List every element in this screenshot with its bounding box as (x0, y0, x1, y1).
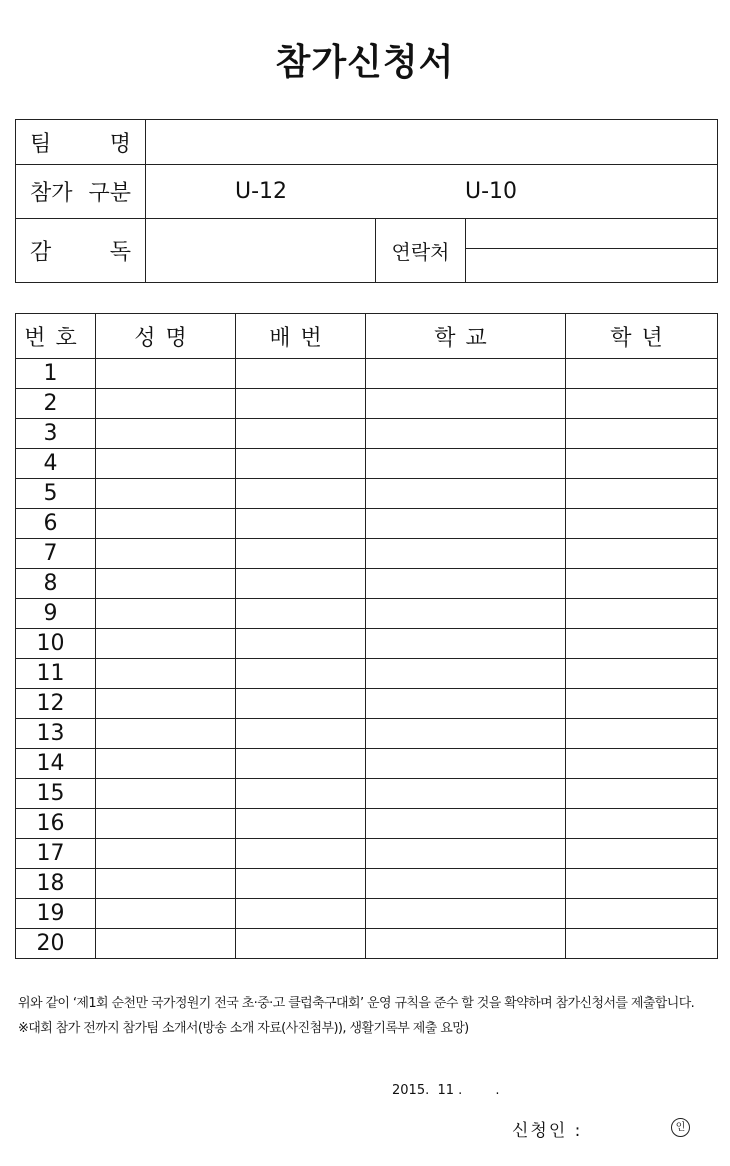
roster-row (16, 629, 718, 659)
roster-row (16, 749, 718, 779)
coach-label: 감 독 (16, 219, 146, 283)
player-name-cell[interactable] (96, 359, 236, 389)
jersey-number-cell[interactable] (236, 569, 366, 599)
row-number: 12 (16, 689, 96, 719)
roster-row (16, 809, 718, 839)
header-grade: 학년 (566, 314, 718, 359)
player-name-cell[interactable] (96, 659, 236, 689)
school-cell[interactable] (366, 569, 566, 599)
division-option-u12[interactable]: U-12 (234, 179, 288, 204)
pledge-note: 위와 같이 ‘제1회 순천만 국가정원기 전국 초·중·고 클럽축구대회’ 운영 규칙을 준수 할 것을 확약하며 참가신청서를 제출합니다. (18, 996, 695, 1011)
roster-header-row (16, 314, 718, 359)
school-cell[interactable] (366, 689, 566, 719)
school-cell[interactable] (366, 539, 566, 569)
grade-cell[interactable] (566, 899, 718, 929)
player-name-cell[interactable] (96, 419, 236, 449)
school-cell[interactable] (366, 479, 566, 509)
player-name-cell[interactable] (96, 929, 236, 959)
jersey-number-cell[interactable] (236, 359, 366, 389)
grade-cell[interactable] (566, 359, 718, 389)
grade-cell[interactable] (566, 539, 718, 569)
contact-field-1[interactable] (466, 219, 718, 249)
jersey-number-cell[interactable] (236, 839, 366, 869)
grade-cell[interactable] (566, 839, 718, 869)
row-number: 1 (16, 359, 96, 389)
player-name-cell[interactable] (96, 599, 236, 629)
header-school: 학교 (366, 314, 566, 359)
jersey-number-cell[interactable] (236, 659, 366, 689)
grade-cell[interactable] (566, 419, 718, 449)
grade-cell[interactable] (566, 509, 718, 539)
jersey-number-cell[interactable] (236, 809, 366, 839)
coach-name-field[interactable] (146, 219, 376, 283)
player-name-cell[interactable] (96, 539, 236, 569)
school-cell[interactable] (366, 839, 566, 869)
row-number: 14 (16, 749, 96, 779)
roster-row (16, 929, 718, 959)
player-roster-table (15, 313, 718, 959)
player-name-cell[interactable] (96, 569, 236, 599)
row-number: 10 (16, 629, 96, 659)
grade-cell[interactable] (566, 479, 718, 509)
player-name-cell[interactable] (96, 509, 236, 539)
player-name-cell[interactable] (96, 449, 236, 479)
player-name-cell[interactable] (96, 749, 236, 779)
player-name-cell[interactable] (96, 779, 236, 809)
roster-row (16, 599, 718, 629)
player-name-cell[interactable] (96, 689, 236, 719)
grade-cell[interactable] (566, 629, 718, 659)
contact-label: 연락처 (376, 219, 466, 283)
applicant-label: 신청인 : (512, 1121, 583, 1141)
application-date: 2015. 11 . . (392, 1083, 500, 1098)
school-cell[interactable] (366, 899, 566, 929)
jersey-number-cell[interactable] (236, 449, 366, 479)
grade-cell[interactable] (566, 929, 718, 959)
row-number: 2 (16, 389, 96, 419)
row-number: 9 (16, 599, 96, 629)
header-number: 번호 (16, 314, 96, 359)
seal-mark: 인 (671, 1118, 690, 1137)
player-name-cell[interactable] (96, 719, 236, 749)
row-number: 11 (16, 659, 96, 689)
team-info-table (15, 119, 718, 283)
contact-field-2[interactable] (466, 249, 718, 283)
roster-row (16, 899, 718, 929)
jersey-number-cell[interactable] (236, 599, 366, 629)
jersey-number-cell[interactable] (236, 869, 366, 899)
jersey-number-cell[interactable] (236, 899, 366, 929)
school-cell[interactable] (366, 929, 566, 959)
grade-cell[interactable] (566, 659, 718, 689)
roster-row (16, 539, 718, 569)
team-name-field[interactable] (146, 120, 718, 165)
jersey-number-cell[interactable] (236, 479, 366, 509)
roster-row (16, 569, 718, 599)
roster-row (16, 869, 718, 899)
jersey-number-cell[interactable] (236, 419, 366, 449)
school-cell[interactable] (366, 659, 566, 689)
school-cell[interactable] (366, 719, 566, 749)
roster-row (16, 779, 718, 809)
division-options[interactable] (146, 165, 718, 219)
jersey-number-cell[interactable] (236, 929, 366, 959)
school-cell[interactable] (366, 449, 566, 479)
grade-cell[interactable] (566, 779, 718, 809)
player-name-cell[interactable] (96, 809, 236, 839)
grade-cell[interactable] (566, 749, 718, 779)
row-number: 20 (16, 929, 96, 959)
roster-row (16, 359, 718, 389)
row-number: 16 (16, 809, 96, 839)
grade-cell[interactable] (566, 389, 718, 419)
team-name-label: 팀 명 (16, 120, 146, 165)
player-name-cell[interactable] (96, 839, 236, 869)
school-cell[interactable] (366, 869, 566, 899)
row-number: 4 (16, 449, 96, 479)
grade-cell[interactable] (566, 719, 718, 749)
roster-row (16, 719, 718, 749)
row-number: 5 (16, 479, 96, 509)
school-cell[interactable] (366, 509, 566, 539)
roster-row (16, 509, 718, 539)
row-number: 13 (16, 719, 96, 749)
jersey-number-cell[interactable] (236, 749, 366, 779)
row-number: 3 (16, 419, 96, 449)
row-number: 7 (16, 539, 96, 569)
row-number: 17 (16, 839, 96, 869)
school-cell[interactable] (366, 419, 566, 449)
jersey-number-cell[interactable] (236, 539, 366, 569)
submission-note: ※대회 참가 전까지 참가팀 소개서(방송 소개 자료(사진첨부)), 생활기록부 제출 요망) (18, 1021, 469, 1036)
header-name: 성명 (96, 314, 236, 359)
grade-cell[interactable] (566, 569, 718, 599)
grade-cell[interactable] (566, 809, 718, 839)
school-cell[interactable] (366, 629, 566, 659)
school-cell[interactable] (366, 779, 566, 809)
player-name-cell[interactable] (96, 389, 236, 419)
grade-cell[interactable] (566, 689, 718, 719)
division-label: 참가 구분 (16, 165, 146, 219)
grade-cell[interactable] (566, 599, 718, 629)
roster-row (16, 659, 718, 689)
school-cell[interactable] (366, 359, 566, 389)
page-title: 참가신청서 (275, 42, 455, 83)
school-cell[interactable] (366, 599, 566, 629)
division-option-u10[interactable]: U-10 (464, 179, 518, 204)
roster-row (16, 449, 718, 479)
roster-row (16, 839, 718, 869)
player-name-cell[interactable] (96, 479, 236, 509)
jersey-number-cell[interactable] (236, 389, 366, 419)
school-cell[interactable] (366, 749, 566, 779)
header-jersey: 배번 (236, 314, 366, 359)
row-number: 6 (16, 509, 96, 539)
player-name-cell[interactable] (96, 869, 236, 899)
jersey-number-cell[interactable] (236, 689, 366, 719)
row-number: 19 (16, 899, 96, 929)
row-number: 15 (16, 779, 96, 809)
jersey-number-cell[interactable] (236, 509, 366, 539)
grade-cell[interactable] (566, 869, 718, 899)
roster-row (16, 389, 718, 419)
player-name-cell[interactable] (96, 629, 236, 659)
player-name-cell[interactable] (96, 899, 236, 929)
jersey-number-cell[interactable] (236, 779, 366, 809)
row-number: 8 (16, 569, 96, 599)
roster-row (16, 479, 718, 509)
school-cell[interactable] (366, 389, 566, 419)
row-number: 18 (16, 869, 96, 899)
roster-row (16, 689, 718, 719)
roster-row (16, 419, 718, 449)
jersey-number-cell[interactable] (236, 629, 366, 659)
grade-cell[interactable] (566, 449, 718, 479)
school-cell[interactable] (366, 809, 566, 839)
jersey-number-cell[interactable] (236, 719, 366, 749)
